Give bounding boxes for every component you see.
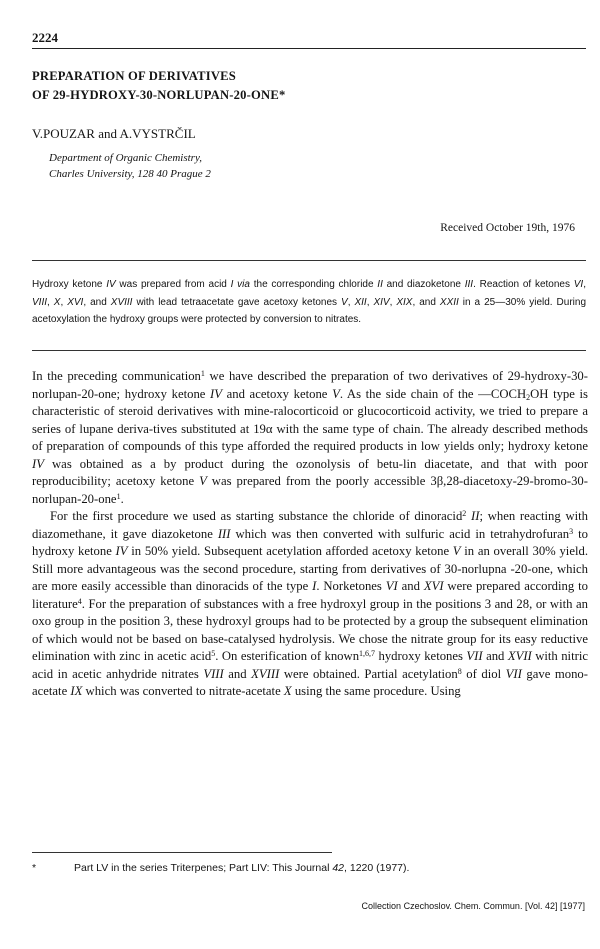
abstract-top-rule — [32, 260, 586, 261]
abstract-bottom-rule — [32, 350, 586, 351]
footnote: * Part LV in the series Triterpenes; Part LIV: This Journal 42, 1220 (1977). — [32, 862, 410, 874]
title-line-1: PREPARATION OF DERIVATIVES — [32, 69, 236, 83]
journal-footer: Collection Czechoslov. Chem. Commun. [Vol. 42] [1977] — [361, 901, 585, 911]
authors: V.POUZAR and A.VYSTRČIL — [32, 126, 196, 141]
affiliation-department: Department of Organic Chemistry, — [49, 152, 202, 164]
abstract: Hydroxy ketone IV was prepared from acid I via the corresponding chloride II and diazoketone III. Reaction of ketones VI, VIII, X, XVI, and XVIII with lead tetraacetate gave acetoxy ketones V, XII, XIV, XIX, and XXII in a 25—30% yield. During acetoxylation the hydroxy groups were protected by conversion to nitrates. — [32, 279, 587, 325]
article-title — [32, 67, 572, 105]
page-number: 2224 — [32, 30, 58, 45]
title-line-2: OF 29-HYDROXY-30-NORLUPAN-20-ONE* — [32, 88, 286, 102]
received-date: Received October 19th, 1976 — [440, 222, 575, 234]
paragraph-2: For the first procedure we used as starting substance the chloride of dinoracid$^2$ II; when reacting with diazomethane, it gave diazoketone III which was then converted with sulfuric acid in tetrahydrofuran$^3$ to hydroxy ketone IV in 50% yield. Subsequent acetylation afforded acetoxy ketone V in an overall 30% yield. Still more advantageous was the second procedure, starting from derivatives of 30-norlupna -20-one, which are more easily accessible than dinoracids of the type I. Norketones VI and XVI were prepared according to literature$^4$. For the preparation of substances with a free hydroxyl group in the positions 3 and 28, or with an oxo group in the position 3, these hydroxyl groups had to be protected by a group the subsequent elimination of which would not be based on base-catalysed hydrolysis. We chose the nitrate group for its easy reductive elimination with zinc in acetic acid$^5$. On esterification of known$^{1,6,7}$ hydroxy ketones VII and XVII with nitric acid in acetic anhydride nitrates VIII and XVIII were obtained. Partial acetylation$^8$ of diol VII gave mono-acetate IX which was converted to nitrate-acetate X using the same procedure. Using — [32, 509, 589, 698]
footnote-mark: * — [32, 862, 37, 874]
paragraph-1: In the preceding communication$^1$ we have described the preparation of two derivatives of 29-hydroxy-30-norlupan-20-one; hydroxy ketone IV and acetoxy ketone V. As the side chain of the $—COCH_2OH$ type is characteristic of steroid derivatives with mine-ralocorticoid or glucocorticoid activity, we tried to prepare a series of lupane deriva-tives substituted at 19α with the same type of chain. The already described methods of preparation of compounds of this type afforded the required products in low yields only; hydroxy ketone IV was obtained as a by product during the ozonolysis of betu-lin diacetate, and that with poor reproducibility; acetoxy ketone V was prepared from the poorly accessible 3β,28-diacetoxy-29-bromo-30-norlupan-20-one$^1$. — [32, 369, 588, 506]
affiliation-address: Charles University, 128 40 Prague 2 — [49, 168, 211, 180]
body-text — [32, 368, 588, 701]
affiliation — [49, 150, 211, 182]
header-rule — [32, 48, 586, 49]
footnote-rule — [32, 852, 332, 853]
